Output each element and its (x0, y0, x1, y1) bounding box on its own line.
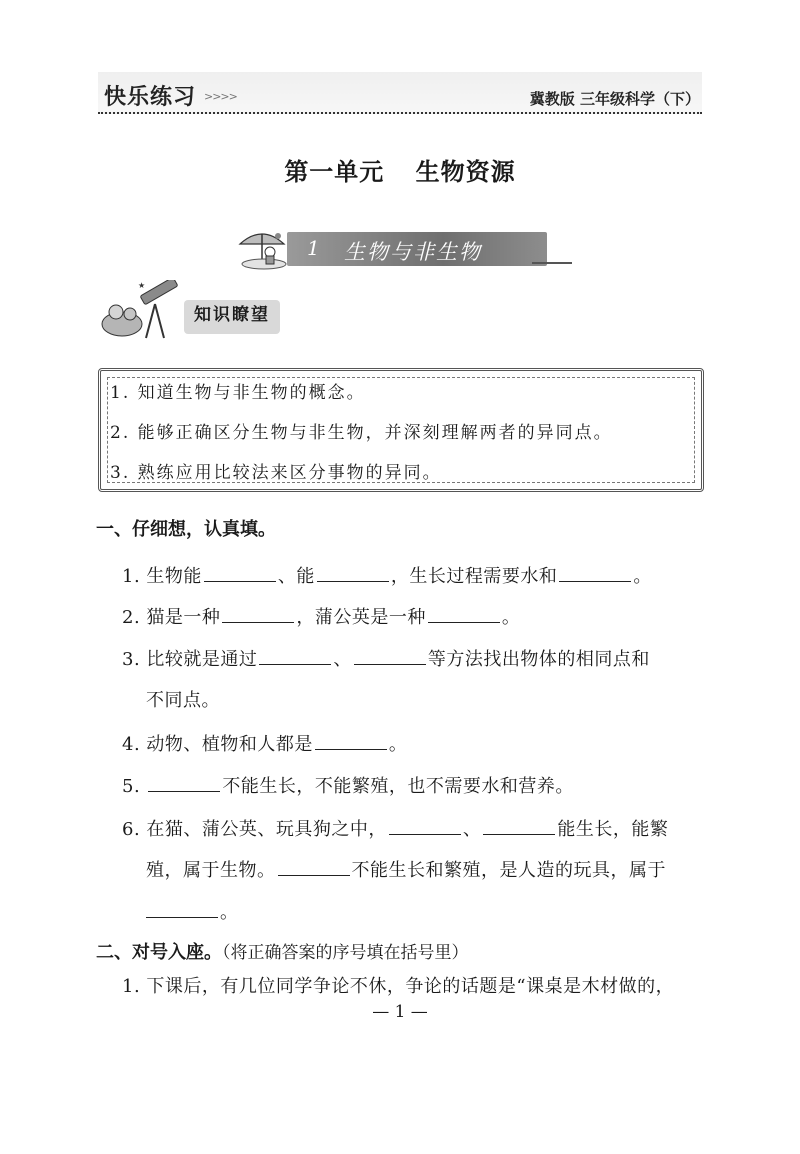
question-3-continued: 不同点。 (146, 690, 220, 711)
banner-underline (532, 262, 572, 264)
q6-text-b: 、 (462, 819, 482, 840)
q1-text-d: 。 (633, 566, 652, 587)
question-4 (122, 730, 407, 756)
question-6-line3 (146, 898, 239, 924)
header-edition: 冀教版 三年级科学（下） (529, 90, 700, 108)
objective-2: 2. 能够正确区分生物与非生物，并深刻理解两者的异同点。 (110, 423, 613, 443)
svg-text:★: ★ (138, 281, 146, 290)
question-3 (122, 645, 650, 671)
q1-blank-2[interactable] (317, 565, 389, 582)
q6-blank-1[interactable] (389, 818, 461, 835)
q6-blank-3[interactable] (278, 859, 350, 876)
section1-heading: 一、仔细想，认真填。 (96, 519, 276, 540)
page-number: — 1 — (372, 1002, 428, 1022)
knowledge-label: 知识瞭望 (184, 300, 280, 334)
question-2 (122, 603, 520, 629)
q1-text-b: 、能 (277, 566, 315, 587)
q2-blank-1[interactable] (222, 606, 294, 623)
q2-text-a: 2. 猫是一种 (122, 607, 221, 628)
q6-blank-4[interactable] (146, 901, 218, 918)
section2-heading-text: 二、对号入座。 (96, 942, 222, 963)
telescope-icon (100, 280, 190, 340)
q6-blank-2[interactable] (483, 818, 555, 835)
q3-text-b: 、 (333, 649, 352, 670)
header-arrows: >>>> (204, 90, 237, 103)
unit-title: 第一单元 生物资源 (284, 157, 516, 186)
q4-text-a: 4. 动物、植物和人都是 (122, 734, 313, 755)
q1-blank-3[interactable] (559, 565, 631, 582)
question-6 (122, 815, 668, 841)
question-1 (122, 562, 652, 588)
lesson-title: 生物与非生物 (344, 240, 482, 264)
q3-text-c: 等方法找出物体的相同点和 (427, 649, 650, 670)
q4-text-b: 。 (388, 734, 408, 755)
section2-note: （将正确答案的序号填在括号里） (222, 943, 469, 963)
q1-text-a: 1. 生物能 (122, 566, 202, 587)
section2-question-1: 1. 下课后，有几位同学争论不休，争论的话题是“课桌是木材做的， (122, 976, 675, 997)
q5-blank-1[interactable] (148, 775, 220, 792)
lesson-banner (232, 222, 572, 272)
q4-blank-1[interactable] (315, 733, 387, 750)
section2-heading (96, 938, 469, 964)
q6-text-line3: 。 (220, 902, 239, 923)
q5-text-b: 不能生长，不能繁殖，也不需要水和营养。 (222, 776, 574, 797)
q2-blank-2[interactable] (428, 606, 500, 623)
q6-text-c: 能生长，能繁 (557, 819, 669, 840)
q6-text-a: 6. 在猫、蒲公英、玩具狗之中， (122, 819, 387, 840)
question-5 (122, 772, 574, 798)
q1-text-c: ，生长过程需要水和 (390, 566, 558, 587)
q3-blank-1[interactable] (259, 648, 331, 665)
q1-blank-1[interactable] (204, 565, 276, 582)
objective-1: 1. 知道生物与非生物的概念。 (110, 383, 366, 403)
question-6-line2 (146, 856, 666, 882)
knowledge-heading (100, 280, 290, 340)
q6-text-line2b: 不能生长和繁殖，是人造的玩具，属于 (351, 860, 666, 881)
objective-3: 3. 熟练应用比较法来区分事物的异同。 (110, 463, 442, 483)
q2-text-b: ，蒲公英是一种 (296, 607, 426, 628)
q2-text-c: 。 (501, 607, 521, 628)
header-title: 快乐练习 (104, 85, 197, 110)
q3-text-a: 3. 比较就是通过 (122, 649, 258, 670)
q5-text-a: 5. (122, 776, 147, 797)
q6-text-line2a: 殖，属于生物。 (146, 860, 276, 881)
lesson-number: 1 (307, 236, 320, 260)
q3-blank-2[interactable] (354, 648, 426, 665)
